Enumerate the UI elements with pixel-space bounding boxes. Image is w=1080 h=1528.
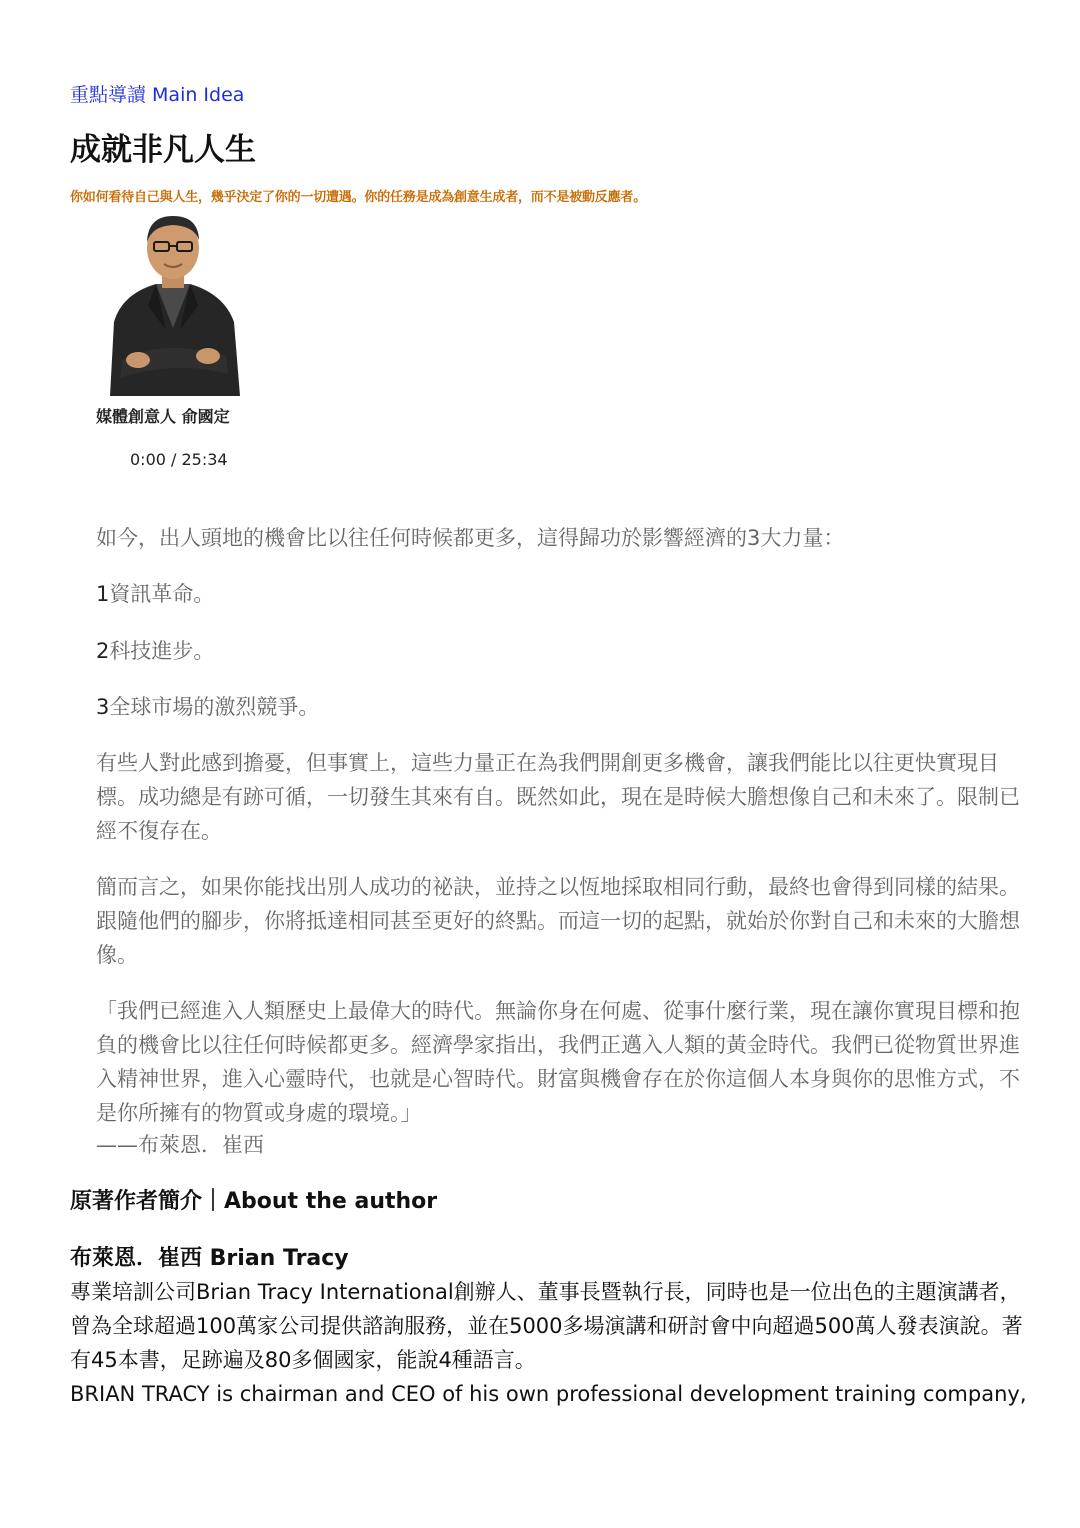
author-bio-en: BRIAN TRACY is chairman and CEO of his own professional development training company, (70, 1382, 1027, 1406)
quote-block: 「我們已經進入人類歷史上最偉大的時代。無論你身在何處、從事什麼行業，現在讓你實現目標和抱負的機會比以往任何時候都更多。經濟學家指出，我們正邁入人類的黃金時代。我們已從物質世界進入精神世界，進入心靈時代，也就是心智時代。財富與機會存在於你這個人本身與你的思惟方式，不是你所擁有的物質或身處的環境。」 (96, 999, 1020, 1125)
list-item-text: 全球市場的激烈競爭。 (109, 695, 320, 719)
author-name: 布萊恩．崔西 Brian Tracy (70, 1246, 349, 1271)
quote-attribution: ——布萊恩．崔西 (96, 1133, 264, 1157)
speaker-photo (104, 210, 242, 396)
intro-paragraph: 如今，出人頭地的機會比以往任何時候都更多，這得歸功於影響經濟的3大力量： (96, 526, 845, 550)
paragraph: 簡而言之，如果你能找出別人成功的祕訣，並持之以恆地採取相同行動，最終也會得到同樣的結果。跟隨他們的腳步，你將抵達相同甚至更好的終點。而這一切的起點，就始於你對自己和未來的大膽想像。 (96, 875, 1020, 967)
photo-caption: 媒體創意人 俞國定 (96, 407, 230, 426)
list-item (96, 634, 1026, 668)
subtitle: 你如何看待自己與人生，幾乎決定了你的一切遭遇。你的任務是成為創意生成者，而不是被動反應者。 (70, 190, 647, 205)
list-item (96, 690, 1026, 724)
list-item-text: 資訊革命。 (109, 582, 215, 606)
audio-player-time[interactable]: 0:00 / 25:34 (130, 450, 228, 469)
list-item-number: 2 (96, 639, 110, 663)
list-item-text: 科技進步。 (109, 639, 215, 663)
page-title: 成就非凡人生 (70, 132, 256, 168)
list-item-number: 1 (96, 582, 110, 606)
paragraph: 有些人對此感到擔憂，但事實上，這些力量正在為我們開創更多機會，讓我們能比以往更快實現目標。成功總是有跡可循，一切發生其來有自。既然如此，現在是時候大膽想像自己和未來了。限制已經不復存在。 (96, 751, 1020, 843)
author-bio-zh: 專業培訓公司Brian Tracy International創辦人、董事長暨執行長，同時也是一位出色的主題演講者，曾為全球超過100萬家公司提供諮詢服務，並在5000多場演講和研討會中向超過500萬人發表演說。著有45本書，足跡遍及80多個國家，能說4種語言。 (70, 1280, 1023, 1372)
section-label[interactable]: 重點導讀 Main Idea (70, 84, 245, 106)
list-item-number: 3 (96, 695, 110, 719)
list-item (96, 577, 1026, 611)
about-author-heading: 原著作者簡介｜About the author (70, 1189, 438, 1214)
speaker-portrait (104, 210, 242, 396)
